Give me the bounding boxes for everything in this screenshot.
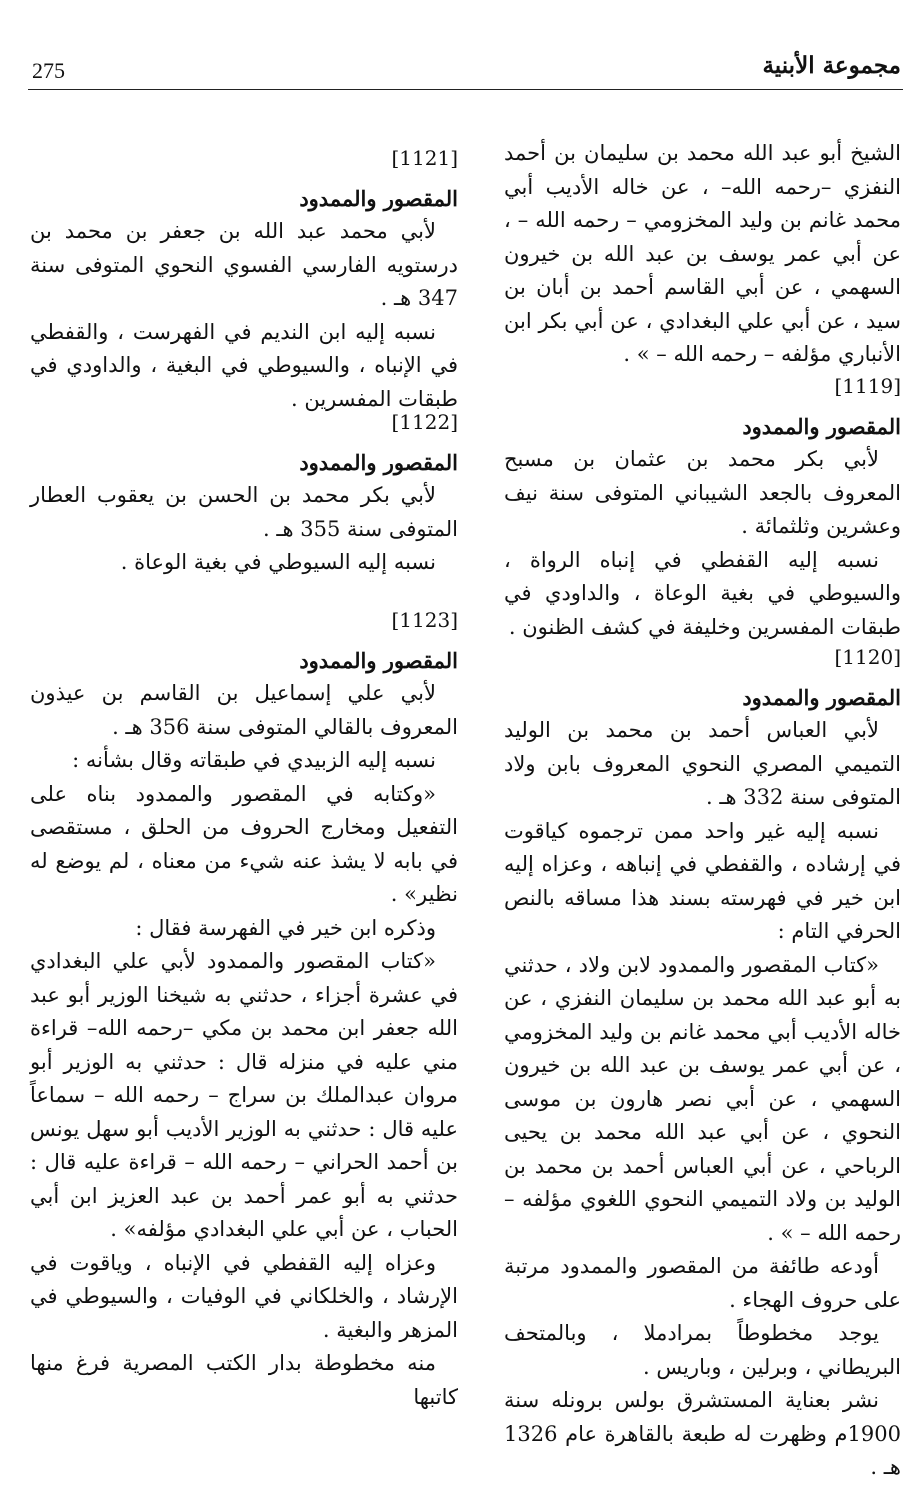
entry-continuation [504, 137, 901, 372]
entry-paragraph: نسبه إليه ابن النديم في الفهرست ، والقفطي في الإنباه ، والسيوطي في البغية ، والداودي في طبقات المفسرين . [30, 319, 458, 411]
entry-paragraph: نسبه إليه غير واحد ممن ترجموه كياقوت في إرشاده ، والقفطي في إنباهه ، وعزاه إليه ابن خير في فهرسته بسند هذا مساقه بالنص الحرفي التام : [504, 818, 901, 943]
entry-title: المقصور والممدود [742, 684, 901, 710]
entry-title: المقصور والممدود [299, 647, 458, 673]
entry-number: [1119] [834, 374, 901, 398]
entry-paragraph: أودعه طائفة من المقصور والممدود مرتبة على حروف الهجاء . [504, 1254, 901, 1312]
entry-paragraph: «كتاب المقصور والممدود لابن ولاد ، حدثني به أبو عبد الله محمد بن سليمان النفزي ، عن خاله الأديب أبي محمد غانم بن وليد المخزومي ، عن أبي عمر يوسف بن عبد الله بن خيرون السهمي ، عن أبي نصر هارون بن موسى النحوي ، عن أبي عبد الله محمد بن يحيى الرباحي ، عن أبي العباس أحمد بن محمد بن الوليد بن ولاد التميمي النحوي اللغوي مؤلفه – رحمه الله – » . [504, 952, 901, 1245]
entry-paragraph: وذكره ابن خير في الفهرسة فقال : [135, 915, 436, 940]
page-number: 275 [32, 58, 65, 83]
entry-1122 [30, 406, 458, 580]
entry-paragraph: نسبه إليه القفطي في إنباه الرواة ، والسيوطي في بغية الوعاة ، والداودي في طبقات المفسرين وخليفة في كشف الظنون . [504, 547, 901, 639]
entry-paragraph: لأبي بكر محمد بن عثمان بن مسبح المعروف بالجعد الشيباني المتوفى سنة نيف وعشرين وثلثمائة . [504, 447, 901, 538]
entry-paragraph: «كتاب المقصور والممدود لأبي علي البغدادي في عشرة أجزاء ، حدثني به شيخنا الوزير أبو عبد الله جعفر ابن محمد بن مكي –رحمه الله– قراءة مني عليه في منزله قال : حدثني به الوزير أبو مروان عبدالملك بن سراج – رحمه الله – سماعاً عليه قال : حدثني به الوزير الأديب أبو سهل يونس بن أحمد الحراني – رحمه الله – قراءة عليه قال : حدثني به أبو عمر أحمد بن عبد العزيز ابن أبي الحباب ، عن أبي علي البغدادي مؤلفه» . [30, 949, 458, 1241]
entry-paragraph: نسبه إليه السيوطي في بغية الوعاة . [120, 550, 436, 574]
entry-title: المقصور والممدود [742, 413, 901, 439]
entry-number: [1121] [391, 146, 458, 170]
entry-1123 [30, 604, 458, 1414]
entry-paragraph: يوجد مخطوطاً بمرادملا ، وبالمتحف البريطاني ، وبرلين ، وباريس . [504, 1321, 901, 1379]
entry-paragraph: «وكتابه في المقصور والممدود بناه على التفعيل ومخارج الحروف من الحلق ، مستقصى في بابه لا يشذ عنه شيء من معناه ، لم يوضع له نظير» . [30, 781, 458, 906]
entry-1120 [504, 641, 901, 1485]
right-column [504, 0, 901, 1479]
entry-1119 [504, 370, 901, 644]
entry-paragraph: نشر بعناية المستشرق بولس برونله سنة 1900م وظهرت له طبعة بالقاهرة عام 1326 هـ . [504, 1388, 901, 1479]
entry-paragraph: الشيخ أبو عبد الله محمد بن سليمان بن أحمد النفزي –رحمه الله– ، عن خاله الأديب أبي محمد غانم بن وليد المخزومي – رحمه الله – ، عن أبي عمر يوسف بن عبد الله بن خيرون السهمي ، عن أبي القاسم أحمد بن أبان بن سيد ، عن أبي علي البغدادي ، عن أبي بكر ابن الأنباري مؤلفه – رحمه الله – » . [504, 141, 901, 366]
entry-paragraph: وعزاه إليه القفطي في الإنباه ، وياقوت في الإرشاد ، والخلكاني في الوفيات ، والسيوطي في المزهر والبغية . [30, 1250, 458, 1342]
left-column [30, 0, 458, 1409]
running-title: مجموعة الأبنية [762, 52, 901, 79]
entry-paragraph: منه مخطوطة بدار الكتب المصرية فرغ منها كاتبها [30, 1351, 458, 1409]
entry-1121 [30, 142, 458, 416]
entry-paragraph: لأبي العباس أحمد بن محمد بن الوليد التميمي المصري النحوي المعروف بابن ولاد المتوفى سنة 332 هـ . [504, 718, 901, 809]
entry-number: [1123] [391, 608, 458, 632]
entry-number: [1122] [391, 410, 458, 434]
entry-title: المقصور والممدود [299, 185, 458, 211]
entry-number: [1120] [834, 645, 901, 669]
entry-paragraph: لأبي محمد عبد الله بن جعفر بن محمد بن درستويه الفارسي الفسوي النحوي المتوفى سنة 347 هـ . [30, 219, 458, 310]
entry-title: المقصور والممدود [299, 449, 458, 475]
entry-paragraph: لأبي علي إسماعيل بن القاسم بن عيذون المعروف بالقالي المتوفى سنة 356 هـ . [30, 681, 458, 739]
entry-paragraph: نسبه إليه الزبيدي في طبقاته وقال بشأنه : [72, 748, 436, 772]
entry-paragraph: لأبي بكر محمد بن الحسن بن يعقوب العطار المتوفى سنة 355 هـ . [30, 483, 458, 541]
